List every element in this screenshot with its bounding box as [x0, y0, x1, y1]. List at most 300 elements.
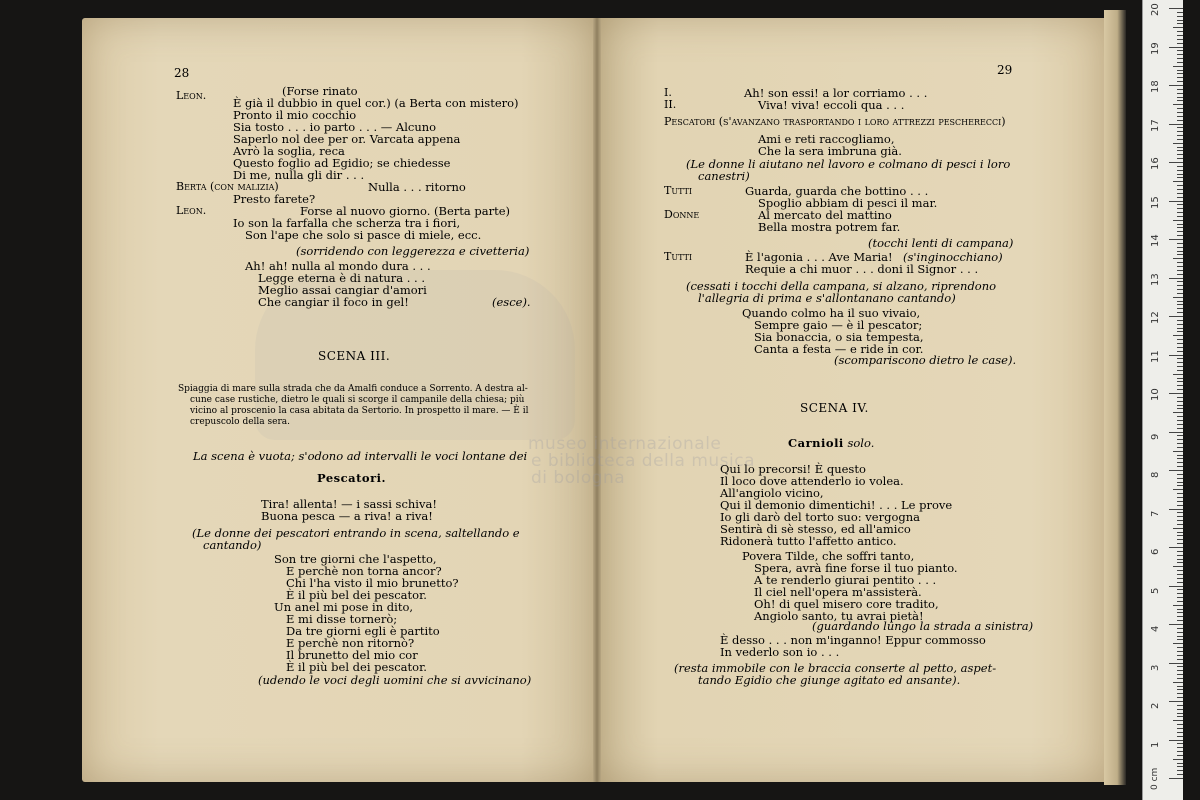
ruler-tick: [1177, 70, 1183, 71]
ruler-tick: [1177, 609, 1183, 610]
left-text-line: Nulla . . . ritorno: [368, 180, 466, 194]
ruler-tick: [1177, 301, 1183, 302]
ruler-tick: [1177, 289, 1183, 290]
right-text-line: Che la sera imbruna già.: [758, 144, 902, 158]
ruler-tick: [1177, 516, 1183, 517]
ruler-tick: [1177, 709, 1183, 710]
ruler-number: 12: [1150, 311, 1161, 324]
ruler-tick: [1177, 736, 1183, 737]
ruler-tick: [1177, 674, 1183, 675]
ruler-tick: [1177, 224, 1183, 225]
right-text-line: Viva! viva! eccoli qua . . .: [758, 98, 905, 112]
ruler-tick: [1177, 127, 1183, 128]
ruler-tick: [1177, 43, 1183, 44]
right-text-line: (tocchi lenti di campana): [868, 236, 1014, 250]
ruler-tick: [1177, 185, 1183, 186]
ruler-tick: [1177, 705, 1183, 706]
right-text-line: Il loco dove attenderlo io volea.: [720, 474, 904, 488]
ruler-tick: [1177, 174, 1183, 175]
ruler-tick: [1177, 150, 1183, 151]
right-text-line: Il ciel nell'opera m'assisterà.: [754, 585, 922, 599]
ruler-tick: [1177, 774, 1183, 775]
right-text-line: È l'agonia . . . Ave Maria!: [745, 250, 893, 264]
ruler-tick: [1173, 489, 1183, 490]
ruler-tick: [1177, 678, 1183, 679]
left-text-line: Buona pesca — a riva! a riva!: [261, 509, 433, 523]
right-text-line: (scompariscono dietro le case).: [834, 353, 1017, 367]
right-text-line: Ami e reti raccogliamo,: [758, 132, 895, 146]
ruler-tick: [1177, 582, 1183, 583]
ruler-number: 20: [1150, 3, 1161, 16]
ruler-tick: [1177, 227, 1183, 228]
ruler-tick: [1177, 270, 1183, 271]
ruler-tick: [1177, 570, 1183, 571]
left-text-line: Forse al nuovo giorno. (Berta parte): [300, 204, 511, 218]
ruler-tick: [1169, 355, 1183, 356]
ruler-tick: [1169, 393, 1183, 394]
ruler-tick: [1177, 12, 1183, 13]
scene-heading-3: SCENA III.: [318, 349, 391, 363]
left-text-line: Leon.: [176, 89, 207, 102]
left-text-line: (sorridendo con leggerezza e civetteria): [296, 244, 530, 258]
ruler-tick: [1169, 740, 1183, 741]
left-text-line: cantando): [203, 538, 262, 552]
stage-direction-line: vicino al proscenio la casa abitata da Sertorio. In prospetto il mare. — È il: [190, 406, 529, 416]
ruler-tick: [1177, 616, 1183, 617]
ruler-tick: [1177, 443, 1183, 444]
ruler-number: 8: [1150, 471, 1161, 478]
left-page-number: 28: [174, 66, 190, 80]
ruler-tick: [1177, 147, 1183, 148]
stage-direction-line: cune case rustiche, dietro le quali si scorge il campanile della chiesa; più: [190, 395, 525, 405]
ruler-tick: [1173, 682, 1183, 683]
left-text-line: Legge eterna è di natura . . .: [258, 271, 426, 285]
ruler-number: 14: [1150, 234, 1161, 247]
ruler-tick: [1173, 104, 1183, 105]
ruler-tick: [1173, 181, 1183, 182]
right-text-line: Bella mostra potrem far.: [758, 220, 901, 234]
left-text-line: Che cangiar il foco in gel!: [258, 295, 409, 309]
right-text-line: Spera, avrà fine forse il tuo pianto.: [754, 561, 958, 575]
ruler-tick: [1177, 716, 1183, 717]
left-text-line: (esce).: [492, 295, 531, 309]
ruler-tick: [1173, 258, 1183, 259]
ruler-tick: [1177, 458, 1183, 459]
ruler-number: 3: [1150, 664, 1161, 671]
ruler-tick: [1177, 651, 1183, 652]
ruler-tick: [1177, 262, 1183, 263]
ruler-tick: [1177, 428, 1183, 429]
ruler-tick: [1177, 747, 1183, 748]
ruler-tick: [1177, 597, 1183, 598]
left-text-line: E mi disse tornerò;: [286, 612, 398, 626]
ruler-tick: [1177, 135, 1183, 136]
ruler-tick: [1177, 93, 1183, 94]
ruler-tick: [1173, 759, 1183, 760]
ruler-tick: [1177, 466, 1183, 467]
ruler-tick: [1177, 728, 1183, 729]
left-text-line: (udendo le voci degli uomini che si avvicinano): [258, 673, 532, 687]
ruler-tick: [1173, 27, 1183, 28]
ruler-tick: [1177, 593, 1183, 594]
left-text-line: Di me, nulla gli dir . . .: [233, 168, 365, 182]
ruler-tick: [1177, 308, 1183, 309]
ruler-tick: [1177, 647, 1183, 648]
right-text-line: (guardando lungo la strada a sinistra): [812, 619, 1034, 633]
ruler-tick: [1177, 385, 1183, 386]
left-text-line: Avrò la soglia, reca: [233, 144, 345, 158]
ruler-tick: [1177, 416, 1183, 417]
ruler-number: 16: [1150, 157, 1161, 170]
right-text-line: canestri): [698, 169, 750, 183]
ruler-tick: [1177, 462, 1183, 463]
left-text-line: Ah! ah! nulla al mondo dura . . .: [245, 259, 431, 273]
ruler-tick: [1177, 659, 1183, 660]
ruler-tick: [1173, 220, 1183, 221]
ruler-tick: [1177, 408, 1183, 409]
right-text-line: II.: [664, 98, 677, 111]
right-text-line: Qui il demonio dimentichi! . . . Le prove: [720, 498, 953, 512]
ruler-tick: [1169, 586, 1183, 587]
left-text-line: E perchè non ritornò?: [286, 636, 415, 650]
right-text-line: Canta a festa — e ride in cor.: [754, 342, 924, 356]
left-text-line: Da tre giorni egli è partito: [286, 624, 440, 638]
speaker-note: solo.: [847, 436, 875, 450]
ruler-tick: [1177, 589, 1183, 590]
right-text-line: Al mercato del mattino: [758, 208, 892, 222]
left-text-line: Son l'ape che solo si pasce di miele, ecc.: [245, 228, 482, 242]
ruler-tick: [1177, 351, 1183, 352]
right-text-line: l'allegria di prima e s'allontanano cantando): [698, 291, 956, 305]
stage-direction-line: Spiaggia di mare sulla strada che da Amalfi conduce a Sorrento. A destra al-: [178, 384, 528, 394]
ruler-tick: [1169, 124, 1183, 125]
page-stack-edge: [1104, 10, 1126, 785]
ruler-number: 9: [1150, 433, 1161, 440]
ruler-tick: [1177, 689, 1183, 690]
ruler-tick: [1177, 497, 1183, 498]
ruler-tick: [1177, 370, 1183, 371]
ruler-tick: [1177, 304, 1183, 305]
ruler-number: 1: [1150, 741, 1161, 748]
ruler-tick: [1177, 274, 1183, 275]
right-text-line: Ridonerà tutto l'affetto antico.: [720, 534, 897, 548]
ruler-tick: [1177, 208, 1183, 209]
ruler-tick: [1177, 62, 1183, 63]
ruler-tick: [1169, 201, 1183, 202]
measuring-ruler: [1142, 0, 1183, 800]
ruler-tick: [1177, 697, 1183, 698]
ruler-tick: [1177, 520, 1183, 521]
left-text-line: Chi l'ha visto il mio brunetto?: [286, 576, 459, 590]
left-text-line: Pronto il mio cocchio: [233, 108, 357, 122]
ruler-tick: [1177, 81, 1183, 82]
ruler-tick: [1177, 39, 1183, 40]
right-text-line: Requie a chi muor . . . doni il Signor . . .: [745, 262, 979, 276]
ruler-tick: [1177, 281, 1183, 282]
ruler-number: 6: [1150, 548, 1161, 555]
ruler-tick: [1177, 50, 1183, 51]
ruler-tick: [1173, 720, 1183, 721]
ruler-tick: [1177, 112, 1183, 113]
ruler-tick: [1177, 543, 1183, 544]
left-text-line: (Forse rinato: [282, 84, 358, 98]
ruler-tick: [1177, 331, 1183, 332]
ruler-tick: [1177, 636, 1183, 637]
left-text-line: Il brunetto del mio cor: [286, 648, 418, 662]
ruler-tick: [1177, 763, 1183, 764]
ruler-tick: [1173, 297, 1183, 298]
ruler-tick: [1177, 751, 1183, 752]
ruler-number: 13: [1150, 272, 1161, 286]
right-text-line: Povera Tilde, che soffri tanto,: [742, 549, 915, 563]
ruler-tick: [1177, 343, 1183, 344]
ruler-tick: [1177, 732, 1183, 733]
ruler-tick: [1177, 686, 1183, 687]
right-text-line: Ah! son essi! a lor corriamo . . .: [744, 86, 928, 100]
right-text-line: Tutti: [664, 250, 693, 263]
ruler-tick: [1177, 724, 1183, 725]
right-text-line: Tutti: [664, 184, 693, 197]
right-text-line: Qui lo precorsi! È questo: [720, 462, 866, 476]
ruler-tick: [1177, 474, 1183, 475]
right-text-line: I.: [664, 86, 672, 99]
left-text-line: Un anel mi pose in dito,: [274, 600, 414, 614]
left-text-line: È il più bel dei pescator.: [286, 588, 427, 602]
ruler-tick: [1177, 362, 1183, 363]
ruler-tick: [1177, 77, 1183, 78]
right-text-line: (Le donne li aiutano nel lavoro e colmano di pesci i loro: [686, 157, 1011, 171]
ruler-tick: [1169, 509, 1183, 510]
ruler-tick: [1177, 551, 1183, 552]
ruler-tick: [1177, 231, 1183, 232]
right-text-line: Sentirà di sè stesso, ed all'amico: [720, 522, 911, 536]
ruler-tick: [1177, 212, 1183, 213]
ruler-tick: [1177, 254, 1183, 255]
ruler-tick: [1169, 470, 1183, 471]
ruler-tick: [1177, 482, 1183, 483]
right-page-number: 29: [997, 63, 1013, 77]
ruler-tick: [1177, 420, 1183, 421]
scene-heading-4: SCENA IV.: [800, 401, 869, 415]
ruler-tick: [1177, 405, 1183, 406]
ruler-tick: [1173, 528, 1183, 529]
ruler-tick: [1177, 166, 1183, 167]
ruler-tick: [1177, 770, 1183, 771]
right-text-line: Io gli darò del torto suo: vergogna: [720, 510, 921, 524]
ruler-tick: [1169, 432, 1183, 433]
ruler-tick: [1177, 628, 1183, 629]
ruler-tick: [1177, 532, 1183, 533]
ruler-tick: [1177, 16, 1183, 17]
ruler-tick: [1169, 778, 1183, 779]
ruler-tick: [1173, 66, 1183, 67]
ruler-number: 7: [1150, 510, 1161, 517]
ruler-tick: [1177, 670, 1183, 671]
book-gutter: [593, 18, 601, 782]
left-text-line: Presto farete?: [233, 192, 316, 206]
watermark-line: di bologna: [531, 468, 626, 488]
right-text-line: Oh! di quel misero core tradito,: [754, 597, 939, 611]
right-text-line: All'angiolo vicino,: [720, 486, 824, 500]
ruler-tick: [1177, 539, 1183, 540]
ruler-tick: [1177, 189, 1183, 190]
left-text-line: (Le donne dei pescatori entrando in scena, saltellando e: [192, 526, 520, 540]
left-text-line: Leon.: [176, 204, 207, 217]
ruler-tick: [1173, 566, 1183, 567]
ruler-tick: [1177, 23, 1183, 24]
ruler-tick: [1177, 54, 1183, 55]
ruler-tick: [1177, 601, 1183, 602]
ruler-tick: [1177, 401, 1183, 402]
right-text-line: (cessati i tocchi della campana, si alzano, riprendono: [686, 279, 997, 293]
ruler-number: 17: [1150, 118, 1161, 132]
ruler-tick: [1177, 139, 1183, 140]
ruler-tick: [1177, 339, 1183, 340]
ruler-tick: [1169, 47, 1183, 48]
right-text-line: Pescatori (s'avanzano trasportando i loro attrezzi pescherecci): [664, 115, 1006, 128]
ruler-tick: [1177, 620, 1183, 621]
left-text-line: Tira! allenta! — i sassi schiva!: [261, 497, 437, 511]
ruler-number: 5: [1150, 587, 1161, 594]
ruler-tick: [1177, 31, 1183, 32]
ruler-tick: [1177, 435, 1183, 436]
ruler-tick: [1177, 666, 1183, 667]
ruler-tick: [1177, 170, 1183, 171]
ruler-tick: [1177, 485, 1183, 486]
left-text-line: Sia tosto . . . io parto . . . — Alcuno: [233, 120, 437, 134]
ruler-tick: [1177, 612, 1183, 613]
ruler-tick: [1177, 766, 1183, 767]
right-text-line: È desso . . . non m'inganno! Eppur commosso: [720, 633, 986, 647]
ruler-tick: [1169, 663, 1183, 664]
left-text-line: Io son la farfalla che scherza tra i fiori,: [233, 216, 461, 230]
scene-intro: La scena è vuota; s'odono ad intervalli le voci lontane dei: [193, 449, 528, 463]
ruler-tick: [1173, 335, 1183, 336]
ruler-unit-label: 0 cm: [1150, 767, 1160, 790]
right-text-line: Guarda, guarda che bottino . . .: [745, 184, 929, 198]
ruler-tick: [1177, 713, 1183, 714]
right-text-line: A te renderlo giurai pentito . . .: [754, 573, 937, 587]
left-text-line: Questo foglio ad Egidio; se chiedesse: [233, 156, 451, 170]
right-text-line: (s'inginocchiano): [903, 250, 1003, 264]
ruler-tick: [1177, 535, 1183, 536]
ruler-tick: [1177, 197, 1183, 198]
ruler-tick: [1177, 324, 1183, 325]
ruler-tick: [1173, 143, 1183, 144]
right-text-line: Quando colmo ha il suo vivaio,: [742, 306, 921, 320]
ruler-tick: [1177, 285, 1183, 286]
ruler-tick: [1173, 605, 1183, 606]
ruler-tick: [1169, 8, 1183, 9]
ruler-tick: [1177, 455, 1183, 456]
ruler-tick: [1177, 501, 1183, 502]
ruler-tick: [1177, 266, 1183, 267]
right-text-line: Sia bonaccia, o sia tempesta,: [754, 330, 924, 344]
ruler-tick: [1177, 578, 1183, 579]
ruler-tick: [1177, 154, 1183, 155]
ruler-tick: [1177, 366, 1183, 367]
ruler-tick: [1177, 478, 1183, 479]
ruler-tick: [1177, 100, 1183, 101]
ruler-tick: [1177, 251, 1183, 252]
ruler-tick: [1177, 216, 1183, 217]
ruler-tick: [1177, 97, 1183, 98]
left-text-line: È il più bel dei pescator.: [286, 660, 427, 674]
ruler-tick: [1169, 278, 1183, 279]
ruler-tick: [1177, 108, 1183, 109]
ruler-tick: [1177, 320, 1183, 321]
ruler-tick: [1177, 35, 1183, 36]
left-text-line: Saperlo nol dee per or. Varcata appena: [233, 132, 461, 146]
ruler-tick: [1177, 243, 1183, 244]
speaker-carnioli-line: [788, 437, 874, 449]
speaker-pescatori: Pescatori.: [317, 471, 386, 485]
right-text-line: tando Egidio che giunge agitato ed ansante).: [698, 673, 961, 687]
ruler-tick: [1169, 85, 1183, 86]
ruler-tick: [1173, 451, 1183, 452]
ruler-tick: [1173, 412, 1183, 413]
ruler-number: 18: [1150, 80, 1161, 93]
ruler-tick: [1177, 193, 1183, 194]
stage-direction-line: crepuscolo della sera.: [190, 417, 291, 427]
left-text-line: Son tre giorni che l'aspetto,: [274, 552, 437, 566]
ruler-number: 2: [1150, 702, 1161, 709]
ruler-tick: [1173, 643, 1183, 644]
ruler-tick: [1177, 524, 1183, 525]
ruler-tick: [1177, 755, 1183, 756]
ruler-tick: [1177, 73, 1183, 74]
ruler-tick: [1177, 493, 1183, 494]
right-text-line: Angiolo santo, tu avrai pietà!: [754, 609, 924, 623]
ruler-tick: [1177, 397, 1183, 398]
left-text-line: Berta (con malizia): [176, 180, 279, 193]
ruler-tick: [1177, 424, 1183, 425]
ruler-tick: [1177, 358, 1183, 359]
ruler-tick: [1177, 447, 1183, 448]
ruler-tick: [1177, 574, 1183, 575]
ruler-number: 15: [1150, 195, 1161, 209]
ruler-tick: [1177, 158, 1183, 159]
ruler-tick: [1177, 381, 1183, 382]
ruler-tick: [1177, 58, 1183, 59]
ruler-tick: [1169, 624, 1183, 625]
ruler-tick: [1177, 439, 1183, 440]
ruler-tick: [1177, 131, 1183, 132]
ruler-tick: [1177, 328, 1183, 329]
ruler-tick: [1177, 555, 1183, 556]
right-text-line: In vederlo son io . . .: [720, 645, 840, 659]
ruler-tick: [1177, 559, 1183, 560]
ruler-number: 10: [1150, 388, 1161, 401]
ruler-tick: [1177, 632, 1183, 633]
ruler-tick: [1177, 235, 1183, 236]
watermark-line: e biblioteca della musica: [531, 451, 756, 471]
ruler-tick: [1177, 505, 1183, 506]
left-text-line: Meglio assai cangiar d'amori: [258, 283, 427, 297]
ruler-tick: [1169, 547, 1183, 548]
ruler-tick: [1177, 120, 1183, 121]
ruler-tick: [1177, 204, 1183, 205]
right-text-line: (resta immobile con le braccia conserte al petto, aspet-: [674, 661, 997, 675]
ruler-tick: [1177, 347, 1183, 348]
ruler-tick: [1177, 655, 1183, 656]
watermark-line: museo internazionale: [528, 434, 722, 454]
ruler-tick: [1177, 639, 1183, 640]
ruler-tick: [1177, 293, 1183, 294]
ruler-tick: [1177, 312, 1183, 313]
ruler-tick: [1169, 316, 1183, 317]
right-text-line: Donne: [664, 208, 700, 221]
